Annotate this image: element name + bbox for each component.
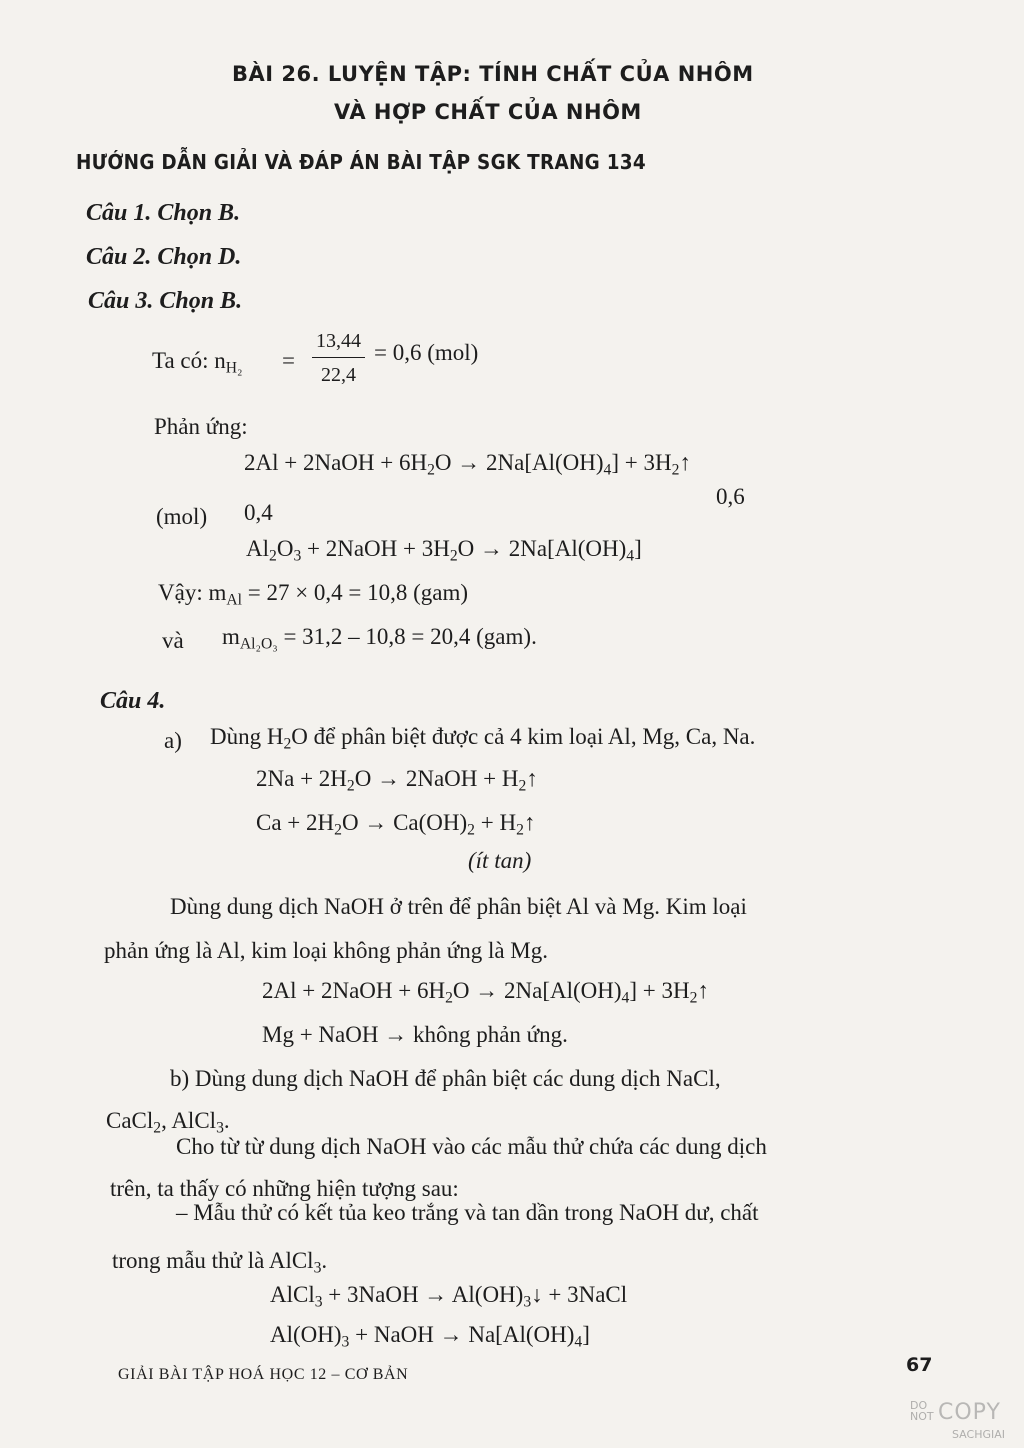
part-a-text: Dùng $H_2O$ để phân biệt được cả 4 kim loại Al, Mg, Ca, Na. — [210, 724, 756, 753]
section-subtitle: HƯỚNG DẪN GIẢI VÀ ĐÁP ÁN BÀI TẬP SGK TRANG 134 — [76, 150, 646, 174]
mol-result: = 0,6 (mol) — [374, 340, 479, 365]
question-1-answer: Câu 1. Chọn B. — [86, 200, 241, 226]
mass-al2o3-line: $m_{Al_2O_3} = 31,2 - 10,8 = 20,4$ (gam). — [222, 624, 537, 653]
part-b-line2: CaCl$_2$, AlCl$_3$. — [106, 1108, 230, 1137]
fraction — [312, 330, 365, 387]
equation-al-naoh: 2Al + 2NaOH + $6H_2O \to 2Na[Al(OH)_4]$ + $3H_2↑$ — [244, 450, 691, 479]
equation-alcl3-naoh: AlCl$_3$ + 3NaOH → $Al(OH)_3↓$ + 3NaCl — [270, 1282, 628, 1311]
paragraph-1-line1: Dùng dung dịch NaOH ở trên để phân biệt Al và Mg. Kim loại — [170, 894, 747, 919]
lesson-title-line1: BÀI 26. LUYỆN TẬP: TÍNH CHẤT CỦA NHÔM — [232, 62, 754, 86]
book-title-footer: GIẢI BÀI TẬP HOÁ HỌC 12 – CƠ BẢN — [118, 1366, 409, 1383]
paragraph-3-line2: trong mẫu thử là AlCl$_3$. — [112, 1248, 328, 1277]
paragraph-1-line2: phản ứng là Al, kim loại không phản ứng là Mg. — [104, 938, 548, 963]
equation-al-naoh-2: 2Al + 2NaOH + $6H_2O \to 2Na[Al(OH)_4]$ + $3H_2↑$ — [262, 978, 709, 1007]
va-label: và — [162, 628, 184, 653]
fraction-numerator: 13,44 — [312, 330, 365, 358]
paragraph-2-line2: trên, ta thấy có những hiện tượng sau: — [110, 1176, 459, 1201]
paragraph-3-line1: – Mẫu thử có kết tủa keo trắng và tan dần trong NaOH dư, chất — [176, 1200, 759, 1225]
equation-na-water: $2Na + 2H_2O$ → 2NaOH + $H_2↑$ — [256, 766, 538, 795]
part-a-label: a) — [164, 728, 182, 753]
watermark-stamp — [908, 1400, 1012, 1444]
stamp-sach-giai: SACHGIAI — [952, 1428, 1006, 1441]
mol-h2-value: 0,6 — [716, 484, 745, 509]
equation-aloh3-naoh: $Al(OH)_3$ + NaOH → $Na[Al(OH)_4]$ — [270, 1322, 590, 1351]
it-tan-note: (ít tan) — [468, 848, 532, 873]
mol-al-value: 0,4 — [244, 500, 273, 525]
equation-al2o3-naoh: $Al_2O_3$ + 2NaOH + $3H_2O \to 2Na[Al(OH)_4]$ — [246, 536, 642, 565]
question-2-answer: Câu 2. Chọn D. — [86, 244, 242, 270]
mass-al-line: Vậy: $m_{Al} = 27 \times 0,4 = 10,8$ (gam) — [158, 580, 469, 609]
ta-co-label: Ta có: $n_{H_2}$ — [152, 348, 243, 377]
question-3-answer: Câu 3. Chọn B. — [88, 288, 243, 314]
stamp-do-not: DO NOT — [910, 1399, 934, 1423]
paragraph-2-line1: Cho từ từ dung dịch NaOH vào các mẫu thử chứa các dung dịch — [176, 1134, 767, 1159]
part-b-line1: b) Dùng dung dịch NaOH để phân biệt các dung dịch NaCl, — [170, 1066, 721, 1091]
reaction-label: Phản ứng: — [154, 414, 248, 439]
equation-mg-naoh: Mg + NaOH → không phản ứng. — [262, 1022, 568, 1047]
fraction-denominator: 22,4 — [321, 364, 356, 386]
equals-sign: = — [282, 348, 295, 373]
stamp-copy: COPY — [938, 1400, 1001, 1425]
mol-label: (mol) — [156, 504, 208, 529]
page-number: 67 — [906, 1354, 933, 1376]
question-4-heading: Câu 4. — [100, 688, 166, 714]
equation-ca-water: $Ca + 2H_2O \to Ca(OH)_2$ + $H_2↑$ — [256, 810, 536, 839]
lesson-title-line2: VÀ HỢP CHẤT CỦA NHÔM — [334, 100, 642, 124]
